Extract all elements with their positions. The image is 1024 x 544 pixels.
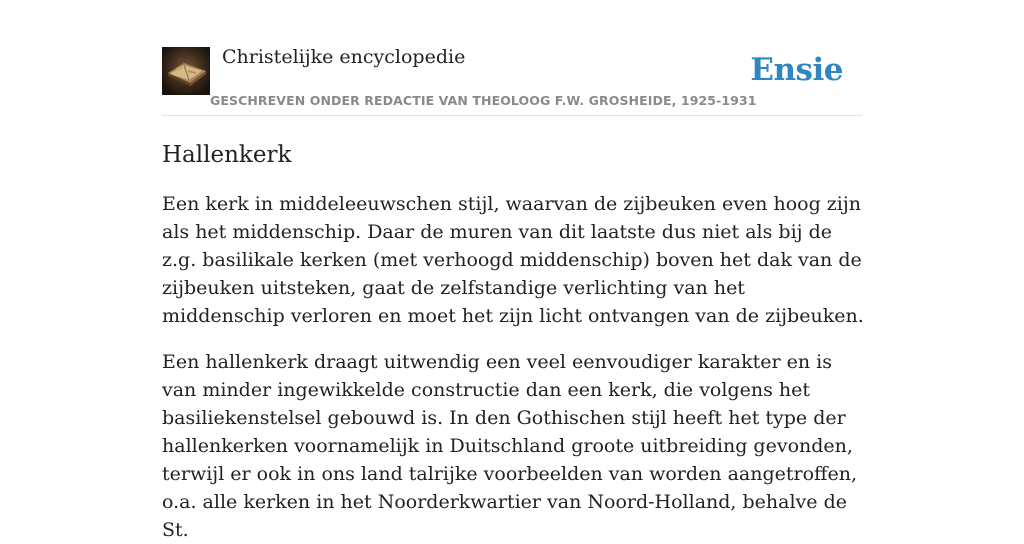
brand-logo[interactable]: Ensie — [750, 52, 843, 88]
article-title: Hallenkerk — [162, 142, 292, 168]
article — [162, 140, 864, 544]
source-avatar[interactable] — [162, 47, 210, 95]
article-paragraph: Een hallenkerk draagt uitwendig een veel eenvoudiger karakter en is van minder ingewikkelde constructie dan een kerk, die volgens het basiliekenstelsel gebouwd is. In den Gothischen stijl heeft het type der hallenkerken voornamelijk in Duitschland groote uitbreiding gevonden, terwijl er ook in ons land talrijke voorbeelden van worden aangetroffen, o.a. alle kerken in het Noorderkwartier van Noord-Holland, behalve de St. — [162, 351, 858, 541]
source-title[interactable]: Christelijke encyclopedie — [222, 46, 466, 68]
source-subtitle: GESCHREVEN ONDER REDACTIE VAN THEOLOOG F.W. GROSHEIDE, 1925-1931 — [210, 93, 757, 108]
source-header — [162, 46, 862, 116]
book-photo-icon — [162, 47, 210, 95]
header-divider — [162, 115, 862, 116]
article-paragraph: Een kerk in middeleeuwschen stijl, waarvan de zijbeuken even hoog zijn als het middenschip. Daar de muren van dit laatste dus niet als bij de z.g. basilikale kerken (met verhoogd middenschip) boven het dak van de zijbeuken uitsteken, gaat de zelfstandige verlichting van het middenschip verloren en moet het zijn licht ontvangen van de zijbeuken. — [162, 193, 864, 327]
